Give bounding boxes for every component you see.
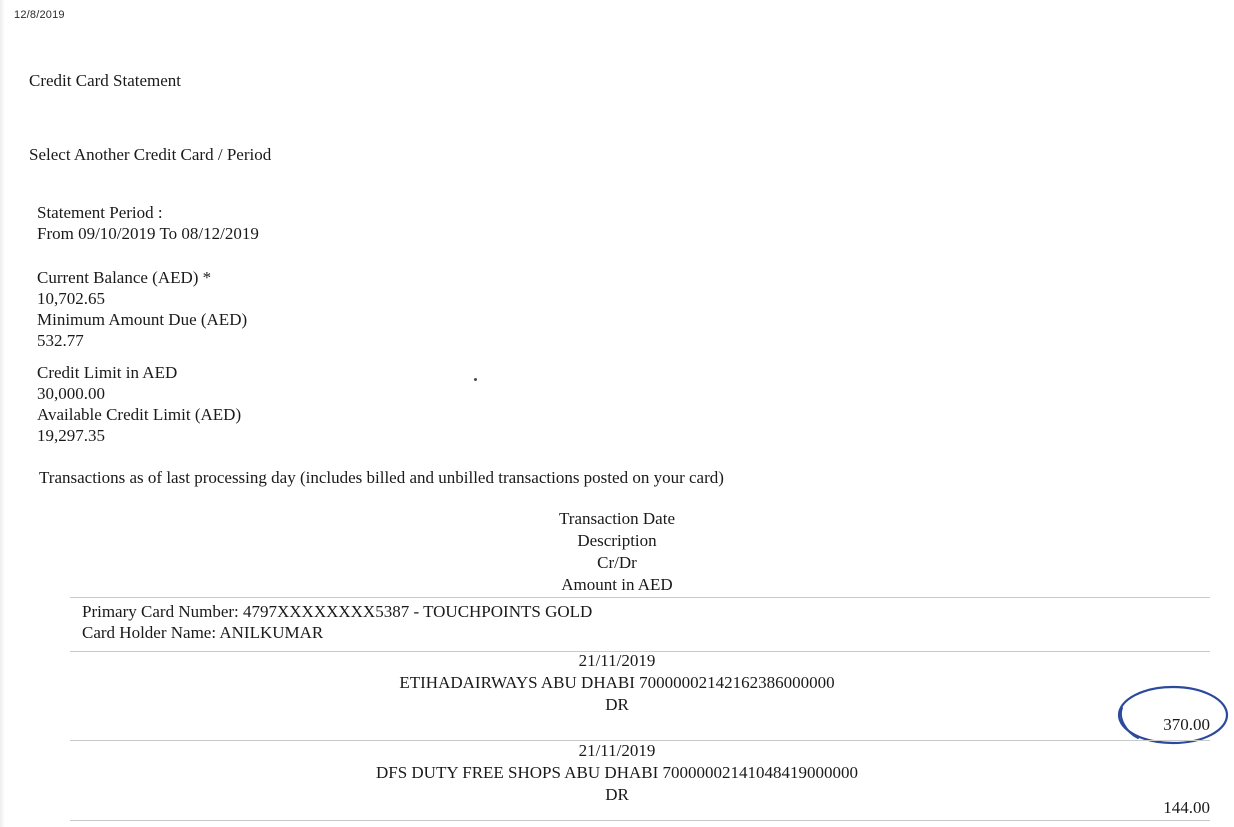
print-date: 12/8/2019 [14,9,65,21]
available-credit-label: Available Credit Limit (AED) [37,405,242,424]
card-info-block [82,601,592,643]
credit-limit-block [37,362,241,446]
transaction-amount: 370.00 [1163,715,1210,734]
table-row [0,650,1234,716]
credit-limit-value: 30,000.00 [37,384,105,403]
transaction-date: 21/11/2019 [578,741,656,760]
column-header-crdr: Cr/Dr [597,553,637,572]
balance-block [37,267,247,351]
credit-limit-label: Credit Limit in AED [37,363,178,382]
card-holder-name: Card Holder Name: ANILKUMAR [82,623,324,642]
primary-card-number: Primary Card Number: 4797XXXXXXXX5387 - TOUCHPOINTS GOLD [82,602,593,621]
available-credit-value: 19,297.35 [37,426,105,445]
transaction-crdr: DR [605,695,629,714]
statement-period-label: Statement Period : [37,203,163,222]
table-row [0,740,1234,806]
transaction-description: DFS DUTY FREE SHOPS ABU DHABI 70000002141048419000000 [375,763,859,782]
column-header-transaction-date: Transaction Date [559,509,675,528]
column-header-description: Description [577,531,657,550]
transaction-date: 21/11/2019 [578,651,656,670]
transaction-crdr: DR [605,785,629,804]
transactions-note: Transactions as of last processing day (includes billed and unbilled transactions posted on your card) [39,468,724,487]
transaction-amount: 144.00 [1163,798,1210,817]
minimum-due-value: 532.77 [37,331,84,350]
table-divider [70,820,1210,821]
page-speck [474,378,477,381]
table-column-headers [0,508,1234,596]
table-divider [70,597,1210,598]
statement-period-value: From 09/10/2019 To 08/12/2019 [37,224,259,243]
column-header-amount: Amount in AED [561,575,673,594]
current-balance-label: Current Balance (AED) * [37,268,212,287]
select-another-card-link[interactable]: Select Another Credit Card / Period [29,145,272,164]
transaction-description: ETIHADAIRWAYS ABU DHABI 70000002142162386000000 [399,673,835,692]
current-balance-value: 10,702.65 [37,289,105,308]
page-title: Credit Card Statement [29,71,182,90]
statement-period-block [37,202,259,244]
minimum-due-label: Minimum Amount Due (AED) [37,310,248,329]
